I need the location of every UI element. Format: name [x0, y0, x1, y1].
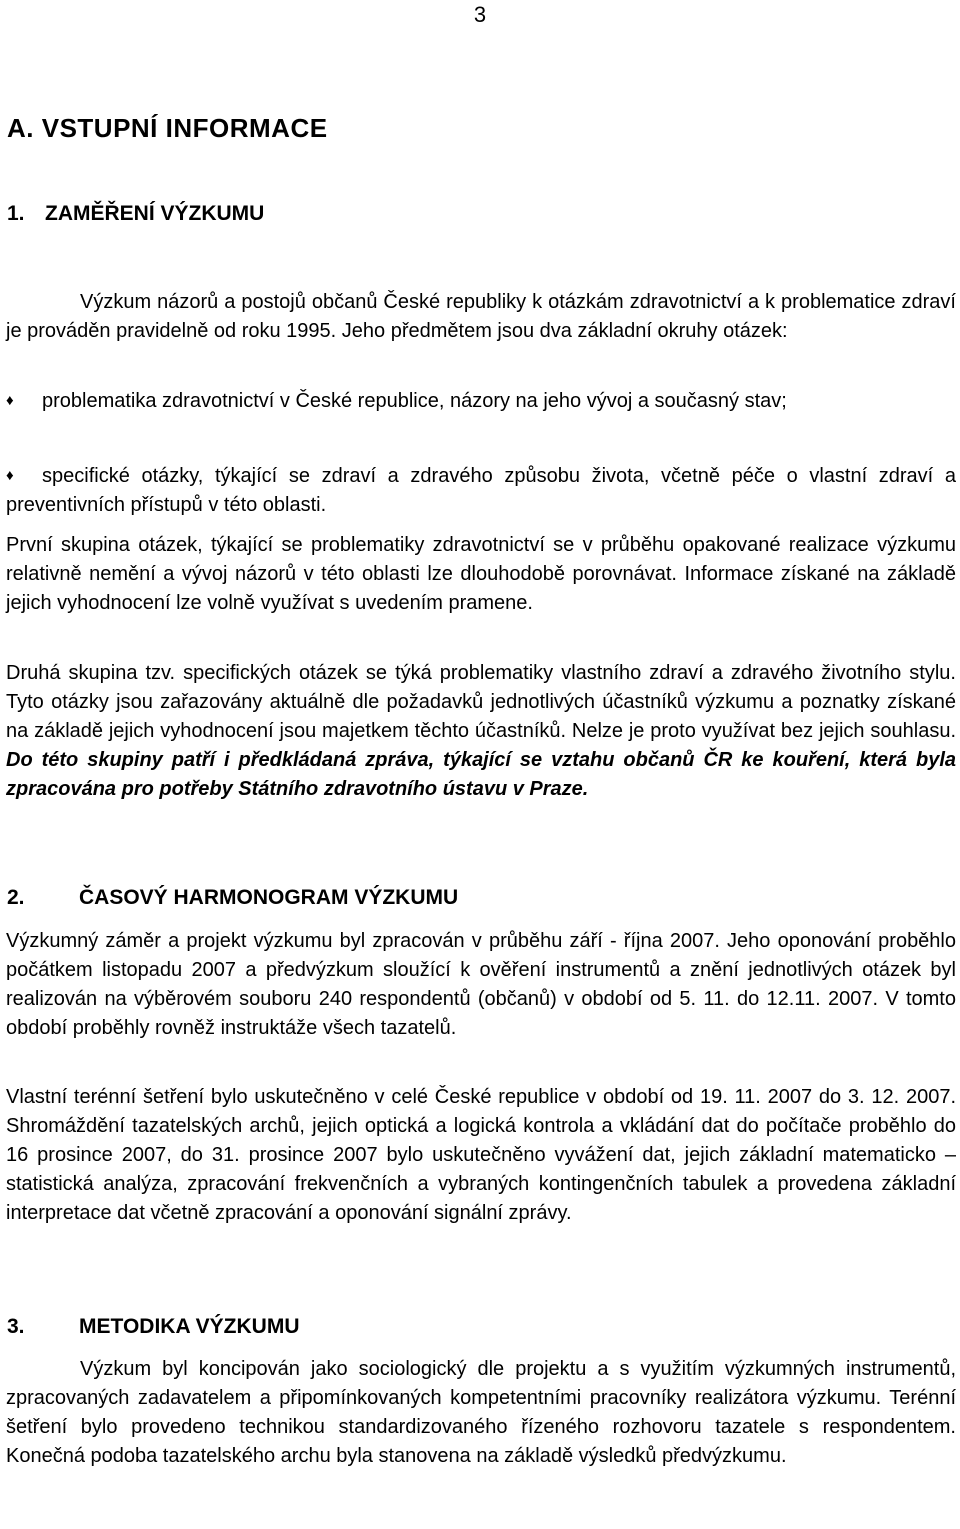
page-number: 3 [473, 2, 487, 27]
section-2-paragraph-2: Vlastní terénní šetření bylo uskutečněno v celé České republice v období od 19. 11. 2007 do 3. 12. 2007. Shromáždění tazatelských archů, jejich optická a logická kontrola a vkládání dat do počítače proběhlo do 16 prosince 2007, do 31. prosince 2007 bylo uskutečněno vyvážení dat, jejich základní matematicko – statistická analýza, zpracování frekvenčních a vybraných kontingenčních tabulek a provedena základní interpretace dat včetně zpracování a oponování signální zprávy. [6, 1086, 956, 1224]
bullet-item-2 [6, 461, 956, 520]
section-1-intro: Výzkum názorů a postojů občanů České republiky k otázkám zdravotnictví a k problematice zdraví je prováděn pravidelně od roku 1995. Jeho předmětem jsou dva základní okruhy otázek: [6, 291, 956, 342]
section-1-emphasis: Do této skupiny patří i předkládaná zpráva, týkající se vztahu občanů ČR ke kouření, která byla zpracována pro potřeby Státního zdravotního ústavu v Praze. [6, 749, 956, 800]
section-3-heading [7, 1315, 300, 1339]
section-1-paragraph-2 [6, 659, 956, 804]
section-1-paragraph-1: První skupina otázek, týkající se problematiky zdravotnictví se v průběhu opakované realizace výzkumu relativně nemění a vývoj názorů v této oblasti lze dlouhodobě porovnávat. Informace získané na základě jejich vyhodnocení lze volně využívat s uvedením pramene. [6, 534, 956, 614]
section-2-paragraph-1: Výzkumný záměr a projekt výzkumu byl zpracován v průběhu září - října 2007. Jeho oponování proběhlo počátkem listopadu 2007 a předvýzkum sloužící k ověření instrumentů a znění jednotlivých otázek byl realizován na výběrovém souboru 240 respondentů (občanů) v období od 5. 11. do 12.11. 2007. V tomto období proběhly rovněž instruktáže všech tazatelů. [6, 930, 956, 1039]
section-1-number: 1. [7, 202, 25, 225]
bullet-item-2-text: specifické otázky, týkající se zdraví a zdravého způsobu života, včetně péče o vlastní zdraví a preventivních přístupů v této oblasti. [6, 465, 956, 516]
section-1-paragraph-2-text: Druhá skupina tzv. specifických otázek se týká problematiky vlastního zdraví a zdravého životního stylu. Tyto otázky jsou zařazovány aktuálně dle požadavků jednotlivých účastníků výzkumu a poznatky získané na základě jejich vyhodnocení jsou majetkem těchto účastníků. Nelze je proto využívat bez jejich souhlasu. [6, 662, 956, 742]
section-1-title: ZAMĚŘENÍ VÝZKUMU [45, 202, 265, 225]
bullet-item-1 [6, 386, 956, 416]
section-2-title: ČASOVÝ HARMONOGRAM VÝZKUMU [79, 886, 459, 909]
diamond-bullet-icon: ♦ [6, 392, 14, 409]
section-2-heading [7, 886, 458, 910]
diamond-bullet-icon: ♦ [6, 467, 14, 484]
section-3-paragraph-1: Výzkum byl koncipován jako sociologický dle projektu a s využitím výzkumných instrumentů, zpracovaných zadavatelem a připomínkovaných kompetentními pracovníky realizátora výzkumu. Terénní šetření bylo provedeno technikou standardizovaného řízeného rozhovoru tazatele s respondentem. Konečná podoba tazatelského archu byla stanovena na základě výsledků předvýzkumu. [6, 1358, 956, 1467]
section-2-number: 2. [7, 886, 25, 909]
section-3-number: 3. [7, 1315, 25, 1338]
section-3-title: METODIKA VÝZKUMU [79, 1315, 300, 1338]
main-heading: A. VSTUPNÍ INFORMACE [7, 113, 328, 143]
bullet-item-1-text: problematika zdravotnictví v České republice, názory na jeho vývoj a současný stav; [42, 390, 787, 412]
section-1-heading [7, 202, 264, 226]
